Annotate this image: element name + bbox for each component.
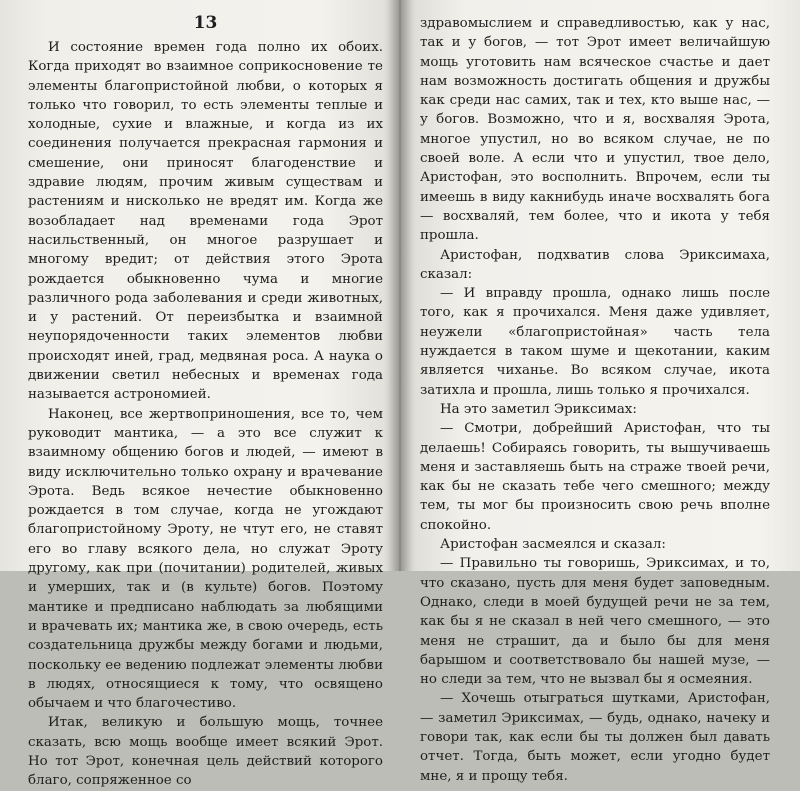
paragraph: На это заметил Эриксимах: xyxy=(440,401,637,417)
right-page-text xyxy=(420,14,770,786)
left-page-text xyxy=(28,38,383,791)
paragraph: Аристофан засмеялся и сказал: xyxy=(440,537,666,553)
page-number: 13 xyxy=(193,13,218,33)
right-page xyxy=(420,0,770,784)
left-page xyxy=(28,0,383,789)
paragraph: — И вправду прошла, однако лишь после того, как я прочихался. Меня даже удивляет, неужели «благопристойная» часть тела нуждается в таком шуме и щекотании, каким является чиханье. Во всяком случае, икота затихла и прошла, лишь только я прочихался. xyxy=(420,286,770,398)
paragraph: — Смотри, добрейший Аристофан, что ты делаешь! Собираясь говорить, ты вышучиваешь меня и заставляешь быть на страже твоей речи, как бы не сказать тебе чего смешного; между тем, ты мог бы произносить свою речь вполне спокойно. xyxy=(420,421,770,533)
paragraph: Наконец, все жертвоприношения, все то, чем руководит мантика, — а это все служит к взаимному общению богов и людей, — имеют в виду исключительно только охрану и врачевание Эрота. Ведь всякое нечестие обыкновенно рождается в том случае, когда не угождают благопристойному Эроту, не чтут его, не ставят его во главу всякого дела, но служат Эроту другому, как при (почитании) родителей, живых и умерших, так и (в культе) богов. Поэтому мантике и предписано наблюдать за любящими и врачевать их; мантика же, в свою очередь, есть создательница дружбы между богами и людьми, поскольку ее ведению подлежат элементы любви в людях, относящиеся к тому, что освящено обычаем и что благочестиво. xyxy=(28,406,383,712)
book-spine xyxy=(399,0,401,571)
paragraph: — Хочешь отыграться шутками, Аристофан, — заметил Эриксимах, — будь, однако, начеку и говори так, как если бы ты должен был давать отчет. Тогда, быть может, если угодно будет мне, я и прощу тебя. xyxy=(420,691,770,784)
paragraph: — Правильно ты говоришь, Эриксимах, и то, что сказано, пусть для меня будет заповедным. Однако, следи в моей будущей речи не за тем, как бы я не сказал в ней чего смешного, — это меня не страшит, да и было бы для меня барышом и соответствовало бы нашей музе, — но следи за тем, что не вызвал бы я осмеяния. xyxy=(420,556,770,688)
paragraph: Итак, великую и большую мощь, точнее сказать, всю мощь вообще имеет всякий Эрот. Но тот Эрот, конечная цель действий которого благо, сопряженное со xyxy=(28,715,383,789)
paragraph: здравомыслием и справедливостью, как у нас, так и у богов, — тот Эрот имеет величайшую мощь уготовить нам всяческое счастье и дает нам возможность достигать общения и дружбы как среди нас самих, так и тех, кто выше нас, — у богов. Возможно, что и я, восхваляя Эрота, многое упустил, но во всяком случае, не по своей воле. А если что и упустил, твое дело, Аристофан, это восполнить. Впрочем, если ты имеешь в виду какнибудь иначе восхвалять бога — восхваляй, тем более, что и икота у тебя прошла. xyxy=(420,16,770,244)
paragraph: И состояние времен года полно их обоих. Когда приходят во взаимное соприкосновение те элементы благопристойной любви, о которых я только что говорил, то есть элементы теплые и холодные, сухие и влажные, и когда из их соединения получается прекрасная гармония и смешение, они приносят благоденствие и здравие людям, прочим живым существам и растениям и нисколько не вредят им. Когда же возобладает над временами года Эрот насильственный, он многое разрушает и многому вредит; от действия этого Эрота рождается обыкновенно чума и многие различного рода заболевания и среди животных, и у растений. От переизбытка и взаимной неупорядоченности таких элементов любви происходят иней, град, медвяная роса. А наука о движении светил небесных и временах года называется астрономией. xyxy=(28,40,383,403)
paragraph: Аристофан, подхватив слова Эриксимаха, сказал: xyxy=(420,247,770,282)
